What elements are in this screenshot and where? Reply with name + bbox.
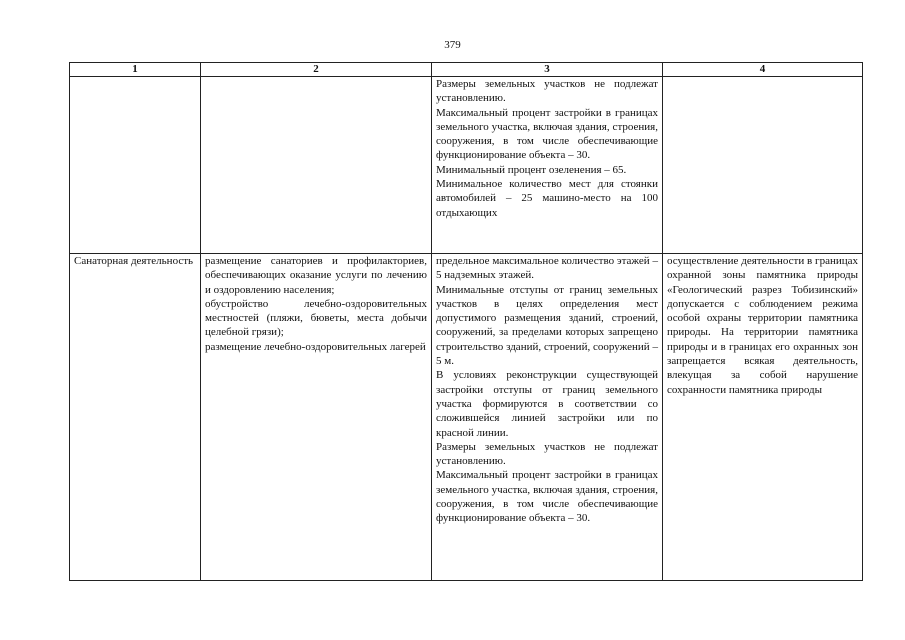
- table-cell-restrictions: [663, 77, 863, 254]
- table-cell-parameters: [432, 254, 663, 581]
- parameter-paragraph: Размеры земельных участков не подлежат установлению.: [436, 440, 658, 468]
- table-cell-use-type: Санаторная деятельность: [70, 254, 201, 581]
- description-paragraph: обустройство лечебно-оздоровительных местностей (пляжи, бюветы, места добычи целебной грязи);: [205, 297, 427, 339]
- table-cell-restrictions: осуществление деятельности в границах охранной зоны памятника природы «Геологический разрез Тобизинский» допускается с соблюдением режима особой охраны территории памятника природы. На территории памятника природы и в границах его охранных зон запрещается всякая деятельность, влекущая за собой нарушение сохранности памятника природы: [663, 254, 863, 581]
- parameter-paragraph: предельное максимальное количество этажей – 5 надземных этажей.: [436, 255, 658, 282]
- parameter-paragraph: Максимальный процент застройки в границах земельного участка, включая здания, строения, сооружения, в том числе обеспечивающие функционирование объекта – 30.: [436, 469, 658, 525]
- table-cell-use-type: [70, 77, 201, 254]
- regulations-table: [69, 62, 863, 581]
- parameter-paragraph: В условиях реконструкции существующей застройки отступы от границ земельного участка формируются в соответствии со сложившейся линией застройки или по красной линии.: [436, 369, 658, 439]
- parameter-paragraph: Минимальное количество мест для стоянки автомобилей – 25 машино-место на 100 отдыхающих: [436, 178, 658, 219]
- column-header-2: 2: [201, 63, 432, 77]
- parameter-paragraph: Минимальные отступы от границ земельных участков в целях определения мест допустимого размещения зданий, строений, сооружений, за пределами которых запрещено строительство зданий, строений, сооружений – 5 м.: [436, 283, 658, 368]
- table-row: [70, 77, 863, 254]
- parameter-paragraph: Размеры земельных участков не подлежат установлению.: [436, 78, 658, 105]
- description-paragraph: размещение лечебно-оздоровительных лагерей: [205, 340, 426, 353]
- table-cell-description: [201, 254, 432, 581]
- parameter-paragraph: Минимальный процент озеленения – 65.: [436, 163, 627, 176]
- header-row: [70, 63, 863, 77]
- page-number: 379: [444, 39, 461, 51]
- table-row: [70, 254, 863, 581]
- column-header-1: 1: [70, 63, 201, 77]
- table-cell-parameters: [432, 77, 663, 254]
- description-paragraph: размещение санаториев и профилакториев, обеспечивающих оказание услуги по лечению и оздоровлению населения;: [205, 255, 427, 296]
- parameter-paragraph: Максимальный процент застройки в границах земельного участка, включая здания, строения, сооружения, в том числе обеспечивающие функционирование объекта – 30.: [436, 106, 658, 162]
- column-header-3: 3: [432, 63, 663, 77]
- column-header-4: 4: [663, 63, 863, 77]
- table-cell-description: [201, 77, 432, 254]
